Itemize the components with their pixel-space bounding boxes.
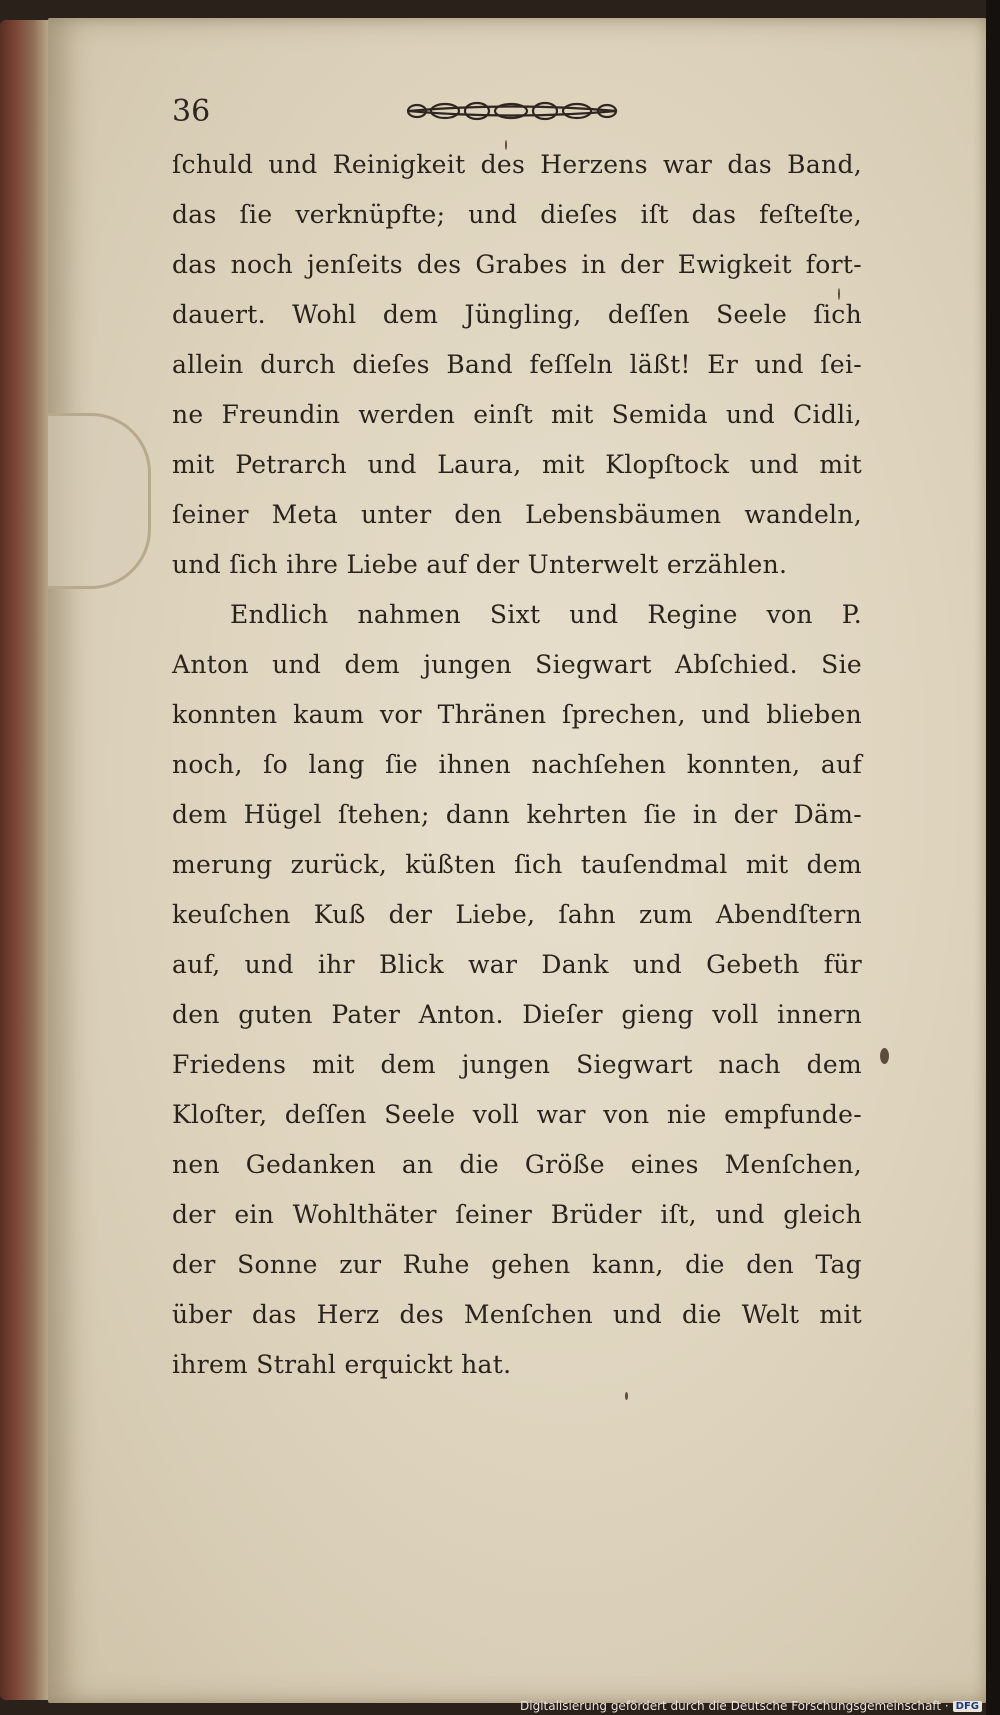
text-line: Endlich nahmen Sixt und Regine von P. <box>230 600 862 629</box>
text-line: ne Freundin werden einſt mit Semida und Cidli, <box>172 400 862 429</box>
footer-credit-text: Digitalisierung gefördert durch die Deutsche Forschungsgemeinschaft · <box>520 1699 949 1713</box>
text-line: allein durch dieſes Band feſſeln läßt! Er und ſei- <box>172 350 862 379</box>
text-line: Kloſter, deſſen Seele voll war von nie empfunde- <box>172 1100 862 1129</box>
text-line: keuſchen Kuß der Liebe, ſahn zum Abendſtern <box>172 900 862 929</box>
text-line: merung zurück, küßten ſich tauſendmal mit dem <box>172 850 862 879</box>
text-line: ihrem Strahl erquickt hat. <box>172 1350 512 1379</box>
footer-credit <box>520 1699 982 1713</box>
body-text <box>172 140 862 1390</box>
text-line: auf, und ihr Blick war Dank und Gebeth für <box>172 950 862 979</box>
text-line: nen Gedanken an die Größe eines Menſchen, <box>172 1150 862 1179</box>
text-line: der ein Wohlthäter ſeiner Brüder iſt, und gleich <box>172 1200 862 1229</box>
text-line: dem Hügel ſtehen; dann kehrten ſie in der Däm- <box>172 800 862 829</box>
text-line: ſeiner Meta unter den Lebensbäumen wandeln, <box>172 500 862 529</box>
text-line: Friedens mit dem jungen Siegwart nach dem <box>172 1050 862 1079</box>
text-line: und ſich ihre Liebe auf der Unterwelt erzählen. <box>172 550 788 579</box>
text-line: noch, ſo lang ſie ihnen nachſehen konnten, auf <box>172 750 862 779</box>
header-ornament-icon <box>405 100 620 122</box>
text-line: über das Herz des Menſchen und die Welt mit <box>172 1300 862 1329</box>
page-clip-mark <box>48 413 151 589</box>
text-line: den guten Pater Anton. Dieſer gieng voll innern <box>172 1000 862 1029</box>
text-line: konnten kaum vor Thränen ſprechen, und blieben <box>172 700 862 729</box>
text-line: Anton und dem jungen Siegwart Abſchied. Sie <box>172 650 862 679</box>
text-line: mit Petrarch und Laura, mit Klopſtock und mit <box>172 450 862 479</box>
text-line: der Sonne zur Ruhe gehen kann, die den Tag <box>172 1250 862 1279</box>
page-right-edge <box>986 0 1000 1715</box>
dfg-logo-icon: DFG <box>953 1701 982 1712</box>
page-number: 36 <box>172 94 211 129</box>
text-line: ſchuld und Reinigkeit des Herzens war das Band, <box>172 150 862 179</box>
text-line: das noch jenſeits des Grabes in der Ewigkeit fort- <box>172 250 862 279</box>
text-line: dauert. Wohl dem Jüngling, deſſen Seele ſich <box>172 300 862 329</box>
text-line: das ſie verknüpfte; und dieſes iſt das feſteſte, <box>172 200 862 229</box>
